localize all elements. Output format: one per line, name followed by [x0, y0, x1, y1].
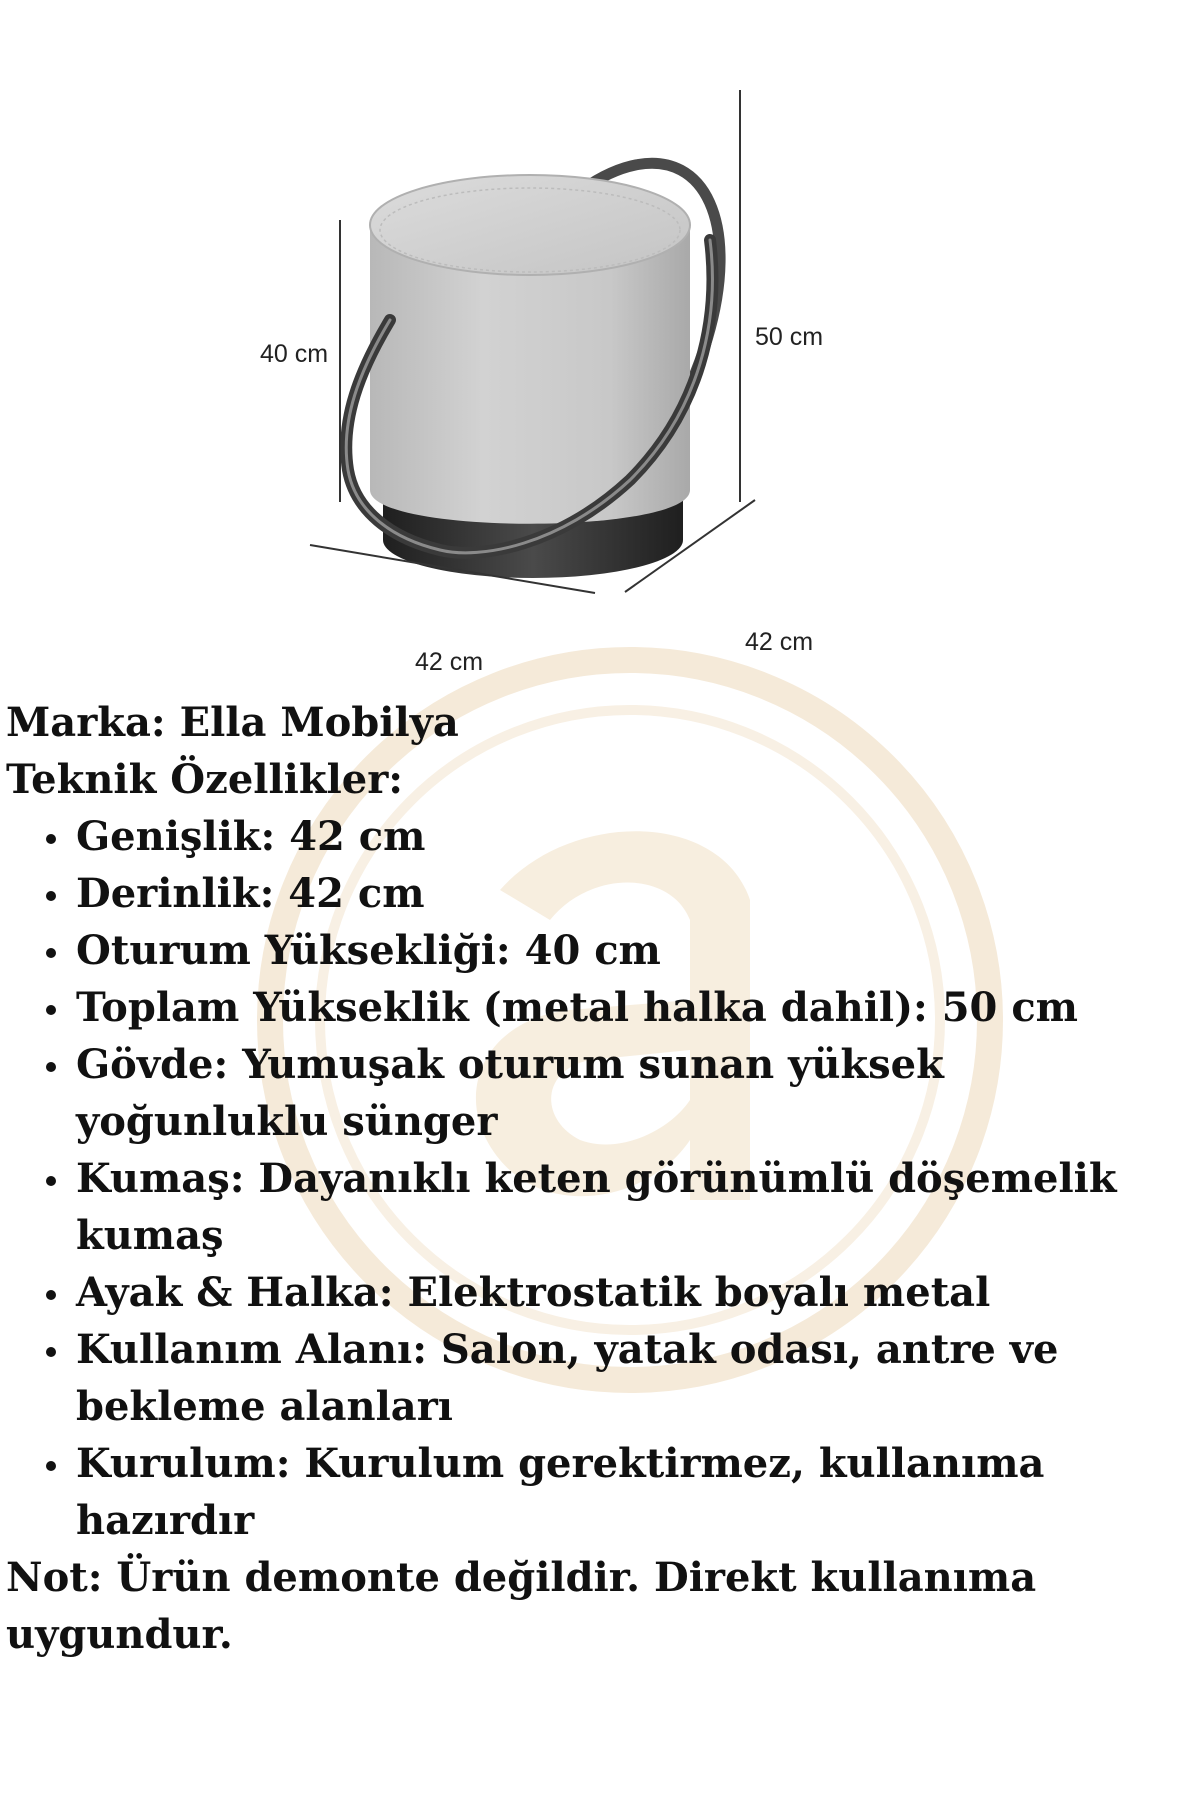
- spec-item-total-height: Toplam Yükseklik (metal halka dahil): 50 cm: [76, 979, 1186, 1036]
- note-line: Not: Ürün demonte değildir. Direkt kullanıma uygundur.: [6, 1554, 1037, 1658]
- spec-item-seat-height: Oturum Yüksekliği: 40 cm: [76, 922, 1186, 979]
- spec-list: [6, 808, 1186, 1549]
- spec-item-usage-area: Kullanım Alanı: Salon, yatak odası, antre ve bekleme alanları: [76, 1321, 1186, 1435]
- depth-label: 42 cm: [745, 628, 814, 656]
- spec-item-depth: Derinlik: 42 cm: [76, 865, 1186, 922]
- width-label: 42 cm: [415, 648, 484, 676]
- seat-height-label: 40 cm: [260, 340, 329, 368]
- brand-line: Marka: Ella Mobilya: [6, 699, 459, 746]
- spec-item-width: Genişlik: 42 cm: [76, 808, 1186, 865]
- spec-heading: Teknik Özellikler:: [6, 756, 404, 803]
- total-height-label: 50 cm: [755, 323, 824, 351]
- spec-section: [6, 694, 1186, 1663]
- spec-item-body: Gövde: Yumuşak oturum sunan yüksek yoğunluklu sünger: [76, 1036, 1186, 1150]
- spec-item-leg-ring: Ayak & Halka: Elektrostatik boyalı metal: [76, 1264, 1186, 1321]
- pouf-dimension-drawing: [260, 90, 920, 690]
- spec-item-assembly: Kurulum: Kurulum gerektirmez, kullanıma hazırdır: [76, 1435, 1186, 1549]
- spec-item-fabric: Kumaş: Dayanıklı keten görünümlü döşemelik kumaş: [76, 1150, 1186, 1264]
